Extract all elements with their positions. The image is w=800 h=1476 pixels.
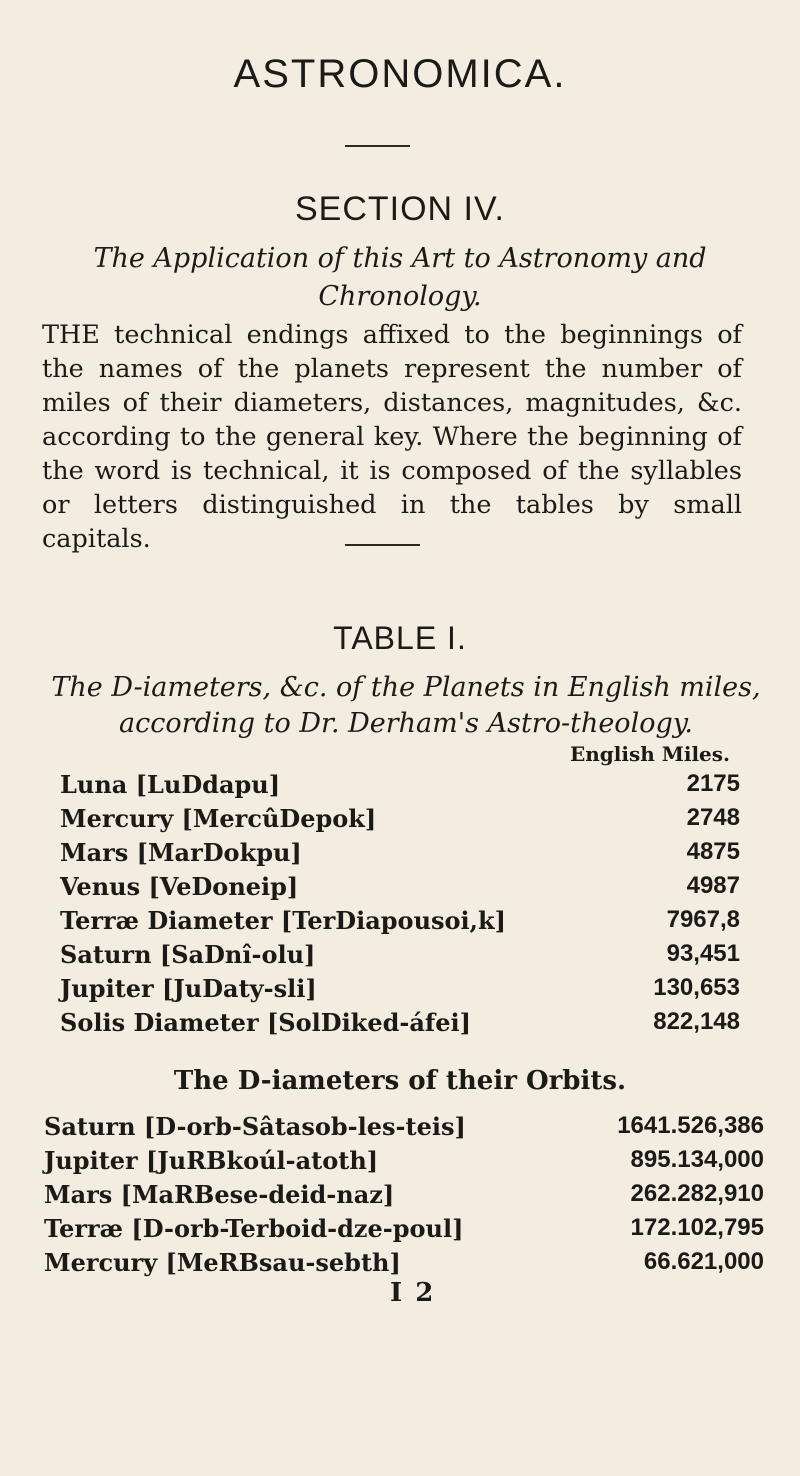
planet-name: Solis Diameter [SolDiked-áfei]	[60, 1008, 471, 1037]
orbit-table	[44, 1112, 764, 1282]
table-row	[60, 1008, 760, 1042]
orbit-name: Mercury [MeRBsau-sebth]	[44, 1248, 401, 1277]
orbits-heading: The D-iameters of their Orbits.	[173, 1066, 627, 1096]
orbit-value: 1641.526,386	[617, 1112, 764, 1139]
table-row	[60, 770, 760, 804]
column-header: English Miles.	[569, 742, 730, 766]
diameter-table	[60, 770, 760, 1042]
table-row	[60, 804, 760, 838]
orbit-name: Mars [MaRBese-deid-naz]	[44, 1180, 395, 1209]
table-row	[44, 1146, 764, 1180]
orbit-name: Jupiter [JuRBkoúl-atoth]	[44, 1146, 379, 1175]
planet-name: Jupiter [JuDaty-sli]	[60, 974, 317, 1003]
table-row	[44, 1112, 764, 1146]
orbit-name: Terræ [D-orb-Terboid-dze-poul]	[44, 1214, 464, 1243]
ornamental-rule	[345, 145, 410, 147]
orbit-name: Saturn [D-orb-Sâtasob-les-teis]	[44, 1112, 466, 1141]
signature-mark: I 2	[390, 1278, 436, 1308]
planet-value: 4875	[686, 838, 740, 865]
table-row	[60, 872, 760, 906]
orbit-value: 895.134,000	[630, 1146, 764, 1173]
table-row	[60, 940, 760, 974]
orbit-value: 172.102,795	[630, 1214, 764, 1241]
planet-value: 2175	[686, 770, 740, 797]
divider-rule	[345, 544, 420, 546]
planet-name: Mars [MarDokpu]	[60, 838, 302, 867]
planet-value: 2748	[686, 804, 740, 831]
planet-value: 130,653	[653, 974, 740, 1001]
planet-value: 4987	[686, 872, 740, 899]
table-title: The D-iameters, &c. of the Planets in English miles, according to Dr. Derham's Astro-theology.	[51, 672, 761, 739]
running-head: ASTRONOMICA.	[233, 52, 567, 96]
section-heading: SECTION IV.	[294, 190, 506, 228]
section-subtitle: The Application of this Art to Astronomy and Chronology.	[93, 243, 707, 312]
planet-value: 7967,8	[666, 906, 740, 933]
orbit-value: 262.282,910	[630, 1180, 764, 1207]
table-row	[44, 1248, 764, 1282]
table-heading: TABLE I.	[333, 620, 467, 656]
planet-value: 822,148	[653, 1008, 740, 1035]
orbit-value: 66.621,000	[643, 1248, 764, 1275]
body-paragraph: THE technical endings affixed to the beginnings of the names of the planets represent the number of miles of their diameters, distances, magnitudes, &c. according to the general key. Where the beginning of the word is technical, it is composed of the syllables or letters distinguished in the tables by small capitals.	[42, 320, 742, 554]
planet-name: Mercury [MercûDepok]	[60, 804, 377, 833]
planet-value: 93,451	[666, 940, 740, 967]
table-row	[60, 838, 760, 872]
table-row	[60, 974, 760, 1008]
planet-name: Terræ Diameter [TerDiapousoi,k]	[60, 906, 506, 935]
table-row	[44, 1180, 764, 1214]
planet-name: Saturn [SaDnî-olu]	[60, 940, 316, 969]
table-row	[60, 906, 760, 940]
table-row	[44, 1214, 764, 1248]
planet-name: Luna [LuDdapu]	[60, 770, 281, 799]
planet-name: Venus [VeDoneip]	[60, 872, 299, 901]
